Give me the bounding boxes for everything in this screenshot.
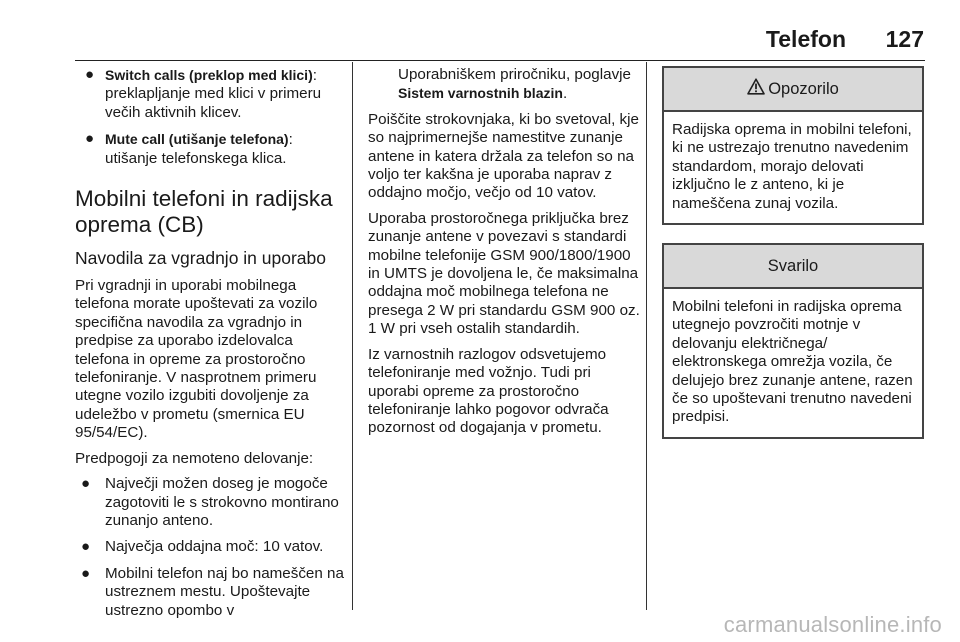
list-item: ● Mobilni telefon naj bo nameščen na ustreznem mestu. Upoštevajte ustrezno opombo v bbox=[81, 564, 344, 619]
warning-text: Radijska oprema in mobilni telefoni, ki ne ustrezajo trenutno navedenim standardom, morajo delovati izključno le z anteno, ki je nameščena zunaj vozila. bbox=[672, 121, 912, 212]
caution-title: Svarilo bbox=[767, 256, 819, 275]
page-number: 127 bbox=[885, 26, 924, 52]
paragraph: Poiščite strokovnjaka, ki bo svetoval, kje so najprimernejše namestitve zunanje antene in katera držala za telefon so na voljo ter kakšna je uporaba naprav z oddajno močjo, večjo od 10 vatov. bbox=[368, 110, 639, 202]
warning-box bbox=[662, 66, 924, 225]
warning-triangle-icon bbox=[747, 78, 765, 99]
paragraph: Predpogoji za nemoteno delovanje: bbox=[75, 449, 314, 467]
list-item: ● Največji možen doseg je mogoče zagotoviti le s strokovno montirano zunanjo anteno. bbox=[81, 475, 339, 529]
option-description: : preklapljanje med klici v primeru večih aktivnih klicev. bbox=[105, 67, 322, 121]
requirements-list bbox=[75, 475, 347, 620]
paragraph: Iz varnostnih razlogov odsvetujemo telefoniranje med vožnjo. Tudi pri uporabi opreme za prostoročno telefoniranje lahko pogovor odvrača pozornost od dogajanja v prometu. bbox=[368, 345, 609, 437]
menu-option-list bbox=[75, 66, 347, 168]
column-right bbox=[662, 66, 924, 457]
caution-text: Mobilni telefoni in radijska oprema utegnejo povzročiti motnje v delovanju električnega/ elektronskega omrežja vozila, če delujejo brez zunanje antene, razen če so upoštevani trenutno navedeni predpisi. bbox=[672, 298, 913, 426]
column-middle bbox=[368, 66, 640, 445]
bullet-icon: ● bbox=[85, 130, 95, 148]
header-rule bbox=[75, 60, 925, 61]
warning-box-header bbox=[664, 68, 922, 112]
column-left bbox=[75, 66, 347, 628]
warning-title: Opozorilo bbox=[768, 79, 839, 98]
caution-box-header bbox=[664, 245, 922, 289]
column-divider-2 bbox=[646, 62, 647, 610]
list-item bbox=[75, 130, 347, 168]
list-item: ● Največja oddajna moč: 10 vatov. bbox=[81, 538, 324, 556]
continued-paragraph: Uporabniškem priročniku, poglavje Sistem varnostnih blazin. bbox=[398, 66, 631, 103]
section-title: Telefon bbox=[765, 26, 846, 52]
paragraph: Pri vgradnji in uporabi mobilnega telefona morate upoštevati za vozilo specifična navodila za vgradnjo in predpise za uporabo izdelovalca telefona in opreme za prostoročno telefoniranje. V nasprotnem primeru utegne vozilo izgubiti dovoljenje za udeležbo v prometu (smernica EU 95/54/EC). bbox=[75, 277, 318, 442]
cross-reference: Sistem varnostnih blazin bbox=[398, 85, 563, 102]
watermark: carmanualsonline.info bbox=[723, 612, 942, 637]
bullet-icon: ● bbox=[85, 66, 95, 83]
bullet-icon: ● bbox=[81, 475, 91, 493]
option-term: Switch calls (preklop med klici) bbox=[105, 67, 313, 83]
bullet-icon: ● bbox=[81, 538, 91, 556]
caution-box bbox=[662, 243, 924, 439]
option-description: : utišanje telefonskega klica. bbox=[105, 131, 293, 167]
option-term: Mute call (utišanje telefona) bbox=[105, 131, 289, 148]
paragraph: Uporaba prostoročnega priključka brez zunanje antene v povezavi s standardi mobilne telefonije GSM 900/1800/1900 in UMTS je dovoljena le, če maksimalna oddajna moč mobilnega telefona ne presega 2 W pri standardu GSM 900 oz. 1 W pri vseh ostalih standardih. bbox=[368, 209, 640, 338]
page-header bbox=[0, 26, 960, 60]
section-heading: Mobilni telefoni in radijska oprema (CB) bbox=[75, 186, 333, 238]
bullet-icon: ● bbox=[81, 564, 91, 582]
column-divider-1 bbox=[352, 62, 353, 610]
subsection-heading: Navodila za vgradnjo in uporabo bbox=[75, 248, 326, 269]
list-item bbox=[75, 66, 347, 122]
